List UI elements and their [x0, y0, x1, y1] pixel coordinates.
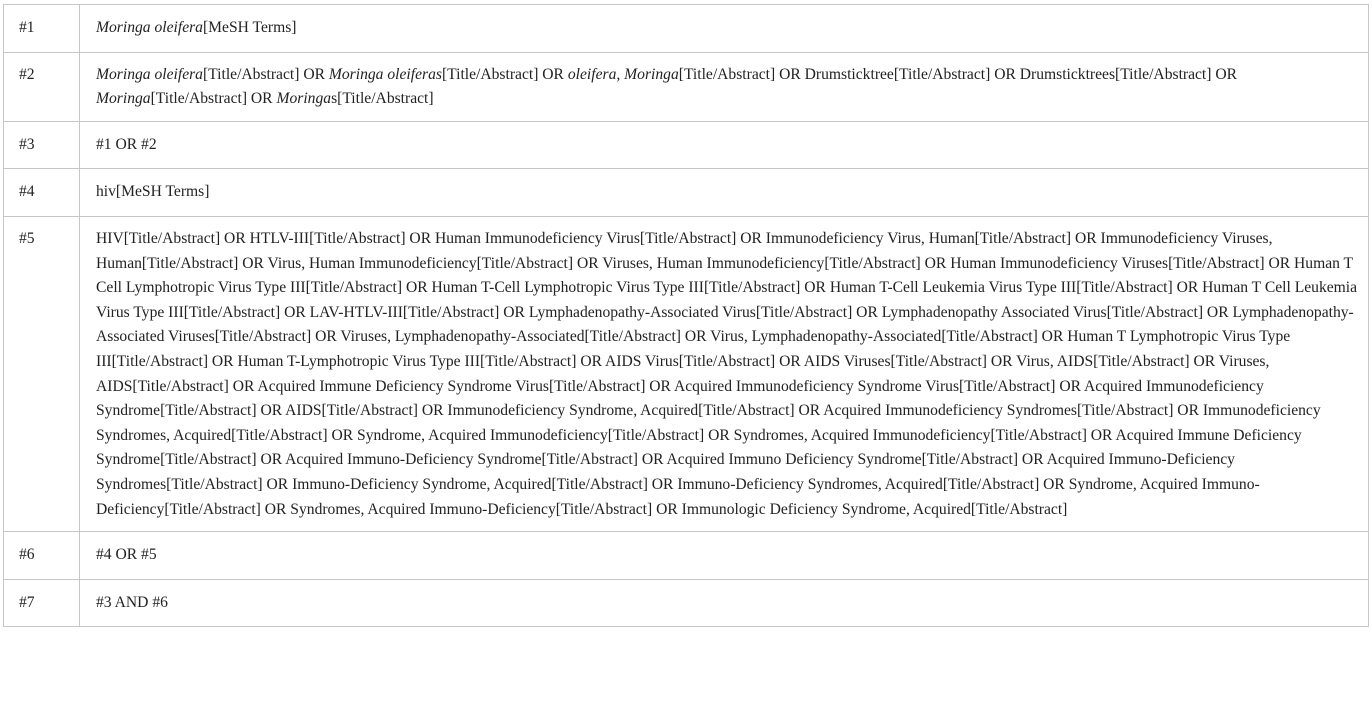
query-term-italic: Moringa [96, 90, 151, 108]
query-term-italic: oleifera, Moringa [567, 65, 679, 83]
query-term-italic: Moringa oleifera [96, 19, 203, 36]
search-strategy-table [3, 4, 1369, 627]
search-query [80, 579, 1369, 627]
search-step-id: #4 [4, 169, 80, 217]
query-text: [Title/Abstract] OR [150, 90, 277, 108]
search-step-id: #1 [4, 5, 80, 53]
search-step-id: #3 [4, 121, 80, 169]
query-text: [Title/Abstract] OR Drumsticktree[Title/Abstract] OR Drumsticktrees[Title/Abstract] OR [678, 65, 1238, 83]
search-step-id: #7 [4, 579, 80, 627]
table-row [4, 532, 1369, 580]
query-text: s[Title/Abstract] [331, 90, 434, 108]
table-body [4, 5, 1369, 627]
query-text: #1 OR #2 [96, 135, 157, 153]
query-text: hiv[MeSH Terms] [96, 183, 210, 201]
query-text: [Title/Abstract] OR [441, 65, 568, 83]
query-text: #4 OR #5 [96, 546, 157, 564]
table-row [4, 169, 1369, 217]
table-row [4, 216, 1369, 531]
table-row [4, 121, 1369, 169]
search-query [80, 121, 1369, 169]
search-query [80, 169, 1369, 217]
table-row [4, 5, 1369, 53]
table-row [4, 52, 1369, 121]
search-query [80, 216, 1369, 531]
search-step-id: #2 [4, 52, 80, 121]
query-text: HIV[Title/Abstract] OR HTLV-III[Title/Abstract] OR Human Immunodeficiency Virus[Title/Abstract] OR Immunodeficiency Virus, Human[Title/Abstract] OR Immunodeficiency Viruses, Human[Title/Abstract] OR Virus, Human Immunodeficiency[Title/Abstract] OR Viruses, Human Immunodeficiency[Title/Abstract] OR Human Immunodeficiency Viruses[Title/Abstract] OR Human T Cell Lymphotropic Virus Type III[Title/Abstract] OR Human T-Cell Lymphotropic Virus Type III[Title/Abstract] OR Human T-Cell Leukemia Virus Type III[Title/Abstract] OR Human T Cell Leukemia Virus Type III[Title/Abstract] OR LAV-HTLV-III[Title/Abstract] OR Lymphadenopathy-Associated Virus[Title/Abstract] OR Lymphadenopathy Associated Virus[Title/Abstract] OR Lymphadenopathy-Associated Viruses[Title/Abstract] OR Viruses, Lymphadenopathy-Associated[Title/Abstract] OR Virus, Lymphadenopathy-Associated[Title/Abstract] OR Human T Lymphotropic Virus Type III[Title/Abstract] OR Human T-Lymphotropic Virus Type III[Title/Abstract] OR AIDS Virus[Title/Abstract] OR AIDS Viruses[Title/Abstract] OR Virus, AIDS[Title/Abstract] OR Viruses, AIDS[Title/Abstract] OR Acquired Immune Deficiency Syndrome Virus[Title/Abstract] OR Acquired Immunodeficiency Syndrome Virus[Title/Abstract] OR Acquired Immunodeficiency Syndrome[Title/Abstract] OR AIDS[Title/Abstract] OR Immunodeficiency Syndrome, Acquired[Title/Abstract] OR Acquired Immunodeficiency Syndromes[Title/Abstract] OR Immunodeficiency Syndromes, Acquired[Title/Abstract] OR Syndrome, Acquired Immunodeficiency[Title/Abstract] OR Syndromes, Acquired Immunodeficiency[Title/Abstract] OR Acquired Immune Deficiency Syndrome[Title/Abstract] OR Acquired Immuno-Deficiency Syndrome[Title/Abstract] OR Acquired Immuno Deficiency Syndrome[Title/Abstract] OR Acquired Immuno-Deficiency Syndromes[Title/Abstract] OR Immuno-Deficiency Syndrome, Acquired[Title/Abstract] OR Immuno-Deficiency Syndromes, Acquired[Title/Abstract] OR Syndrome, Acquired Immuno-Deficiency[Title/Abstract] OR Syndromes, Acquired Immuno-Deficiency[Title/Abstract] OR Immunologic Deficiency Syndrome, Acquired[Title/Abstract] [96, 229, 1358, 518]
search-step-id: #6 [4, 532, 80, 580]
query-term-italic: Moringa oleifera [96, 65, 203, 83]
search-query [80, 5, 1369, 53]
query-text: [Title/Abstract] OR [202, 65, 329, 83]
query-text: [MeSH Terms] [202, 19, 297, 36]
search-query [80, 532, 1369, 580]
table-row [4, 579, 1369, 627]
search-query [80, 52, 1369, 121]
search-step-id: #5 [4, 216, 80, 531]
query-term-italic: Moringa [276, 90, 332, 108]
query-term-italic: Moringa oleiferas [328, 65, 442, 83]
query-text: #3 AND #6 [96, 593, 168, 611]
